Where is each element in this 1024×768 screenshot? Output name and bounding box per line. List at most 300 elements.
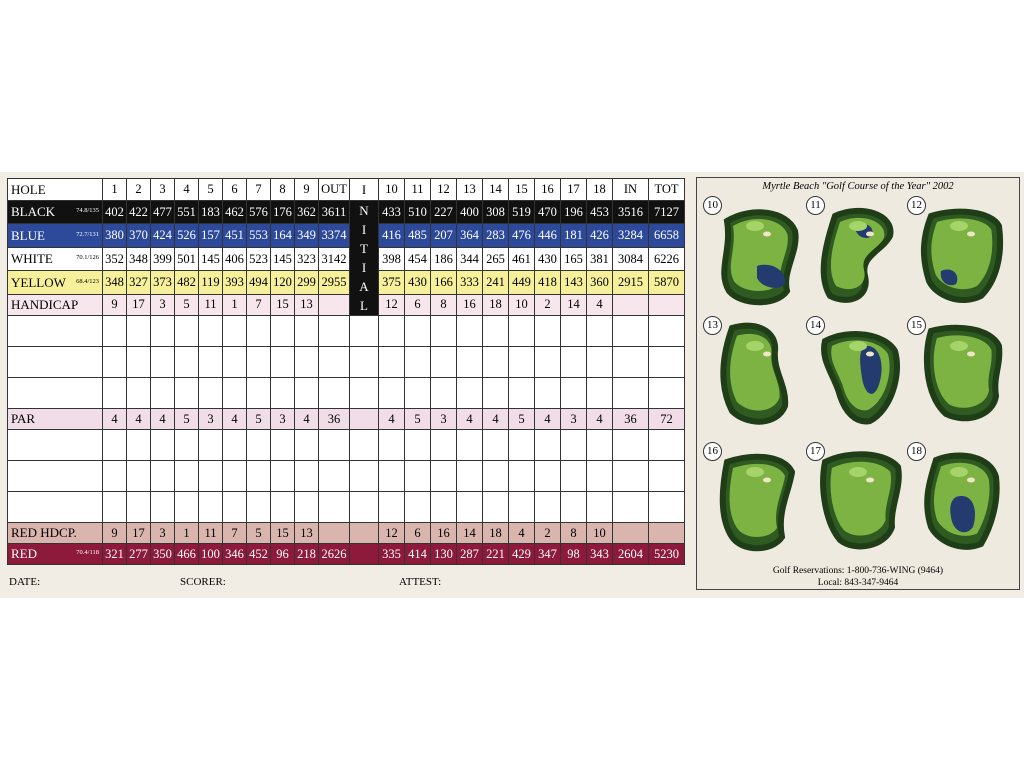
player-score-row [8, 347, 685, 378]
out-cell [319, 378, 350, 409]
out-cell [319, 316, 350, 347]
score-cell [271, 316, 295, 347]
yardage-cell: 364 [457, 224, 483, 247]
score-cell [405, 347, 431, 378]
handicap-cell: 2 [535, 523, 561, 544]
score-cell [535, 430, 561, 461]
handicap-cell: 16 [457, 294, 483, 315]
scorer-label: SCORER: [180, 576, 226, 588]
out-cell: 2626 [319, 544, 350, 565]
tot-cell [649, 294, 685, 315]
par-cell: 4 [295, 409, 319, 430]
handicap-cell: 5 [247, 523, 271, 544]
score-cell [223, 378, 247, 409]
hole-number-badge: 17 [806, 442, 825, 461]
yardage-cell: 327 [127, 271, 151, 294]
yardage-cell: 186 [431, 247, 457, 270]
score-cell [223, 430, 247, 461]
handicap-cell: 9 [103, 523, 127, 544]
yardage-cell: 323 [295, 247, 319, 270]
yardage-cell: 145 [199, 247, 223, 270]
score-cell [223, 461, 247, 492]
par-cell: 4 [103, 409, 127, 430]
score-cell [535, 492, 561, 523]
score-cell [151, 316, 175, 347]
score-cell [271, 430, 295, 461]
out-cell: 36 [319, 409, 350, 430]
score-cell [561, 316, 587, 347]
yardage-cell: 120 [271, 271, 295, 294]
tot-cell: 7127 [649, 201, 685, 224]
scorecard-table [7, 178, 685, 565]
white-tee-label [8, 247, 103, 270]
score-cell [379, 430, 405, 461]
out-cell: 3611 [319, 201, 350, 224]
yardage-cell: 470 [535, 201, 561, 224]
score-cell [175, 316, 199, 347]
score-cell [175, 378, 199, 409]
par-cell: 4 [127, 409, 151, 430]
in-cell [613, 523, 649, 544]
yardage-cell: 393 [223, 271, 247, 294]
score-cell [405, 316, 431, 347]
attest-label: ATTEST: [399, 576, 442, 588]
score-cell [431, 492, 457, 523]
yardage-cell: 414 [405, 544, 431, 565]
score-cell [271, 461, 295, 492]
score-cell [103, 461, 127, 492]
handicap-row [8, 294, 685, 315]
yardage-cell: 466 [175, 544, 199, 565]
yardage-cell: 119 [199, 271, 223, 294]
golf-hole-map-icon [707, 442, 802, 557]
yardage-cell: 422 [127, 201, 151, 224]
score-cell [247, 461, 271, 492]
yardage-cell: 333 [457, 271, 483, 294]
yardage-cell: 343 [587, 544, 613, 565]
hole-illustration [911, 316, 1006, 431]
reservations-text: Golf Reservations: 1-800-736-WING (9464) [772, 566, 944, 576]
par-cell: 4 [535, 409, 561, 430]
handicap-cell: 5 [175, 294, 199, 315]
handicap-cell: 4 [509, 523, 535, 544]
yardage-cell: 400 [457, 201, 483, 224]
yardage-cell: 398 [379, 247, 405, 270]
score-cell [175, 461, 199, 492]
yardage-cell: 433 [379, 201, 405, 224]
score-cell [223, 316, 247, 347]
yardage-cell: 526 [175, 224, 199, 247]
local-phone-text: Local: 843-347-9464 [817, 578, 899, 588]
yardage-cell: 348 [127, 247, 151, 270]
score-cell [247, 492, 271, 523]
score-cell [103, 347, 127, 378]
yardage-cell: 452 [247, 544, 271, 565]
score-cell [483, 492, 509, 523]
handicap-cell: 13 [295, 523, 319, 544]
score-cell [535, 378, 561, 409]
hole-row [8, 179, 685, 201]
score-cell [247, 378, 271, 409]
hole-map-panel [696, 177, 1020, 590]
yardage-cell: 494 [247, 271, 271, 294]
out-cell [319, 492, 350, 523]
score-cell [587, 316, 613, 347]
par-row [8, 409, 685, 430]
score-cell [561, 492, 587, 523]
score-cell [587, 430, 613, 461]
score-cell [127, 430, 151, 461]
handicap-cell: 13 [295, 294, 319, 315]
initial-cell [350, 492, 379, 523]
score-cell [295, 378, 319, 409]
score-cell [587, 378, 613, 409]
score-cell [457, 347, 483, 378]
yardage-cell: 165 [561, 247, 587, 270]
hole-number: 6 [223, 179, 247, 201]
yellow-tee-label-rating: 68.4/123 [76, 277, 99, 285]
hole-number: 1 [103, 179, 127, 201]
yardage-cell: 462 [223, 201, 247, 224]
yardage-cell: 453 [587, 201, 613, 224]
handicap-cell: 14 [561, 294, 587, 315]
score-cell [103, 430, 127, 461]
handicap-cell: 10 [587, 523, 613, 544]
hole-number: 8 [271, 179, 295, 201]
out-cell [319, 430, 350, 461]
out-cell: 3142 [319, 247, 350, 270]
par-cell: 5 [405, 409, 431, 430]
score-cell [509, 378, 535, 409]
yardage-cell: 130 [431, 544, 457, 565]
red-tee-row [8, 544, 685, 565]
hole-number: 18 [587, 179, 613, 201]
yardage-cell: 449 [509, 271, 535, 294]
yardage-cell: 348 [103, 271, 127, 294]
red-hdcp-label-text: RED HDCP. [11, 525, 77, 540]
yardage-cell: 157 [199, 224, 223, 247]
par-cell: 3 [431, 409, 457, 430]
score-cell [223, 347, 247, 378]
hole-illustration [911, 442, 1006, 557]
score-cell [561, 378, 587, 409]
score-cell [151, 492, 175, 523]
score-cell [175, 430, 199, 461]
score-cell [483, 461, 509, 492]
hole-illustration [707, 196, 802, 311]
player-name-cell [8, 316, 103, 347]
in-cell: 2915 [613, 271, 649, 294]
score-cell [379, 492, 405, 523]
score-cell [295, 430, 319, 461]
par-cell: 5 [509, 409, 535, 430]
par-cell: 3 [271, 409, 295, 430]
yardage-cell: 183 [199, 201, 223, 224]
white-tee-row [8, 247, 685, 270]
yellow-tee-label [8, 271, 103, 294]
yardage-cell: 299 [295, 271, 319, 294]
tot-cell [649, 430, 685, 461]
yardage-cell: 308 [483, 201, 509, 224]
yardage-cell: 196 [561, 201, 587, 224]
score-cell [151, 347, 175, 378]
initial-letter: L [360, 298, 368, 313]
score-cell [405, 430, 431, 461]
tot-cell: 5870 [649, 271, 685, 294]
yardage-cell: 241 [483, 271, 509, 294]
score-cell [199, 316, 223, 347]
par-cell: 4 [457, 409, 483, 430]
yardage-cell: 416 [379, 224, 405, 247]
tot-cell: 5230 [649, 544, 685, 565]
yardage-cell: 166 [431, 271, 457, 294]
hole-number: 9 [295, 179, 319, 201]
hole-number-badge: 18 [907, 442, 926, 461]
tot-cell [649, 316, 685, 347]
yardage-cell: 218 [295, 544, 319, 565]
tot-cell [649, 378, 685, 409]
out-cell [319, 347, 350, 378]
initial-letter: T [360, 241, 368, 256]
score-cell [431, 378, 457, 409]
score-cell [127, 347, 151, 378]
hole-number: 3 [151, 179, 175, 201]
score-cell [199, 347, 223, 378]
score-cell [535, 461, 561, 492]
yardage-cell: 321 [103, 544, 127, 565]
player-name-cell [8, 378, 103, 409]
yardage-cell: 335 [379, 544, 405, 565]
tot-cell [649, 492, 685, 523]
yardage-cell: 98 [561, 544, 587, 565]
score-cell [379, 461, 405, 492]
par-cell: 4 [379, 409, 405, 430]
out-cell [319, 461, 350, 492]
player-score-row [8, 461, 685, 492]
handicap-cell: 11 [199, 294, 223, 315]
hole-number-badge: 15 [907, 316, 926, 335]
in-cell: 3284 [613, 224, 649, 247]
golf-hole-map-icon [911, 442, 1006, 557]
hole-number-badge: 16 [703, 442, 722, 461]
in-cell [613, 430, 649, 461]
in-cell [613, 316, 649, 347]
yardage-cell: 145 [271, 247, 295, 270]
in-header: IN [613, 179, 649, 201]
in-cell [613, 347, 649, 378]
score-cell [509, 461, 535, 492]
white-tee-label-text: WHITE [11, 251, 53, 267]
out-header: OUT [319, 179, 350, 201]
score-cell [405, 378, 431, 409]
score-cell [127, 316, 151, 347]
out-cell [319, 523, 350, 544]
score-cell [103, 316, 127, 347]
yardage-cell: 176 [271, 201, 295, 224]
player-name-cell [8, 430, 103, 461]
handicap-cell: 6 [405, 523, 431, 544]
score-cell [295, 347, 319, 378]
score-cell [405, 461, 431, 492]
score-cell [457, 378, 483, 409]
yardage-cell: 227 [431, 201, 457, 224]
handicap-cell: 15 [271, 294, 295, 315]
yardage-cell: 424 [151, 224, 175, 247]
par-cell: 3 [199, 409, 223, 430]
yardage-cell: 352 [103, 247, 127, 270]
in-cell: 2604 [613, 544, 649, 565]
score-cell [247, 316, 271, 347]
initial-column [350, 201, 379, 316]
player-name-cell [8, 347, 103, 378]
handicap-cell: 14 [457, 523, 483, 544]
golf-hole-map-icon [911, 316, 1006, 431]
in-cell [613, 294, 649, 315]
score-cell [431, 316, 457, 347]
handicap-cell: 11 [199, 523, 223, 544]
score-cell [103, 378, 127, 409]
golf-hole-map-icon [707, 316, 802, 431]
score-cell [431, 430, 457, 461]
score-cell [271, 347, 295, 378]
handicap-cell: 12 [379, 523, 405, 544]
yardage-cell: 347 [535, 544, 561, 565]
yardage-cell: 373 [151, 271, 175, 294]
tot-cell [649, 523, 685, 544]
date-label: DATE: [9, 576, 41, 588]
score-cell [535, 316, 561, 347]
red-tee-label [8, 544, 103, 565]
yardage-cell: 576 [247, 201, 271, 224]
handicap-cell: 17 [127, 523, 151, 544]
handicap-cell: 17 [127, 294, 151, 315]
blue-tee-label [8, 224, 103, 247]
golf-hole-map-icon [810, 316, 905, 431]
out-cell [319, 294, 350, 315]
white-tee-label-rating: 70.1/126 [76, 254, 99, 262]
score-cell [271, 492, 295, 523]
hole-number-badge: 12 [907, 196, 926, 215]
handicap-cell: 1 [175, 523, 199, 544]
in-cell [613, 378, 649, 409]
score-cell [199, 430, 223, 461]
yardage-cell: 553 [247, 224, 271, 247]
yardage-cell: 346 [223, 544, 247, 565]
player-name-cell [8, 461, 103, 492]
handicap-cell: 3 [151, 294, 175, 315]
hole-number: 13 [457, 179, 483, 201]
yardage-cell: 523 [247, 247, 271, 270]
score-cell [587, 492, 613, 523]
score-cell [151, 378, 175, 409]
score-cell [509, 347, 535, 378]
in-cell: 3516 [613, 201, 649, 224]
yardage-cell: 446 [535, 224, 561, 247]
handicap-cell: 6 [405, 294, 431, 315]
yardage-cell: 287 [457, 544, 483, 565]
score-cell [379, 347, 405, 378]
hole-number-badge: 13 [703, 316, 722, 335]
score-cell [483, 347, 509, 378]
hole-number-badge: 14 [806, 316, 825, 335]
player-score-row [8, 316, 685, 347]
yardage-cell: 418 [535, 271, 561, 294]
score-cell [483, 378, 509, 409]
handicap-cell: 9 [103, 294, 127, 315]
initial-cell [350, 409, 379, 430]
red-tee-label-text: RED [11, 546, 37, 561]
yardage-cell: 380 [103, 224, 127, 247]
yardage-cell: 350 [151, 544, 175, 565]
score-cell [223, 492, 247, 523]
tot-cell: 72 [649, 409, 685, 430]
par-cell: 4 [483, 409, 509, 430]
score-cell [483, 316, 509, 347]
par-cell: 4 [587, 409, 613, 430]
hole-illustration [810, 196, 905, 311]
score-cell [295, 492, 319, 523]
initial-cell [350, 378, 379, 409]
initial-letter: I [361, 260, 367, 275]
score-cell [587, 461, 613, 492]
black-tee-row [8, 201, 685, 224]
score-cell [431, 461, 457, 492]
yardage-cell: 283 [483, 224, 509, 247]
yardage-cell: 476 [509, 224, 535, 247]
handicap-cell: 8 [431, 294, 457, 315]
score-cell [483, 430, 509, 461]
score-cell [247, 347, 271, 378]
hole-number: 17 [561, 179, 587, 201]
hole-number-badge: 11 [806, 196, 825, 215]
yardage-cell: 454 [405, 247, 431, 270]
yardage-cell: 349 [295, 224, 319, 247]
score-cell [457, 492, 483, 523]
initial-cell [350, 544, 379, 565]
yardage-cell: 181 [561, 224, 587, 247]
score-cell [175, 492, 199, 523]
handicap-cell: 4 [587, 294, 613, 315]
tot-cell [649, 347, 685, 378]
initial-cell [350, 523, 379, 544]
out-cell: 3374 [319, 224, 350, 247]
yardage-cell: 399 [151, 247, 175, 270]
yardage-cell: 406 [223, 247, 247, 270]
initial-header [350, 179, 379, 201]
in-cell: 3084 [613, 247, 649, 270]
par-label-text: PAR [11, 411, 36, 426]
yellow-tee-label-text: YELLOW [11, 274, 66, 290]
golf-hole-map-icon [707, 196, 802, 311]
yardage-cell: 265 [483, 247, 509, 270]
score-cell [457, 461, 483, 492]
score-cell [535, 347, 561, 378]
handicap-cell: 12 [379, 294, 405, 315]
yardage-cell: 477 [151, 201, 175, 224]
yardage-cell: 430 [405, 271, 431, 294]
handicap-cell: 18 [483, 294, 509, 315]
score-cell [103, 492, 127, 523]
yardage-cell: 519 [509, 201, 535, 224]
hole-label [8, 179, 103, 201]
hole-number: 4 [175, 179, 199, 201]
score-cell [127, 461, 151, 492]
hole-illustration [810, 316, 905, 431]
score-cell [379, 378, 405, 409]
score-cell [561, 461, 587, 492]
score-cell [405, 492, 431, 523]
score-cell [127, 492, 151, 523]
